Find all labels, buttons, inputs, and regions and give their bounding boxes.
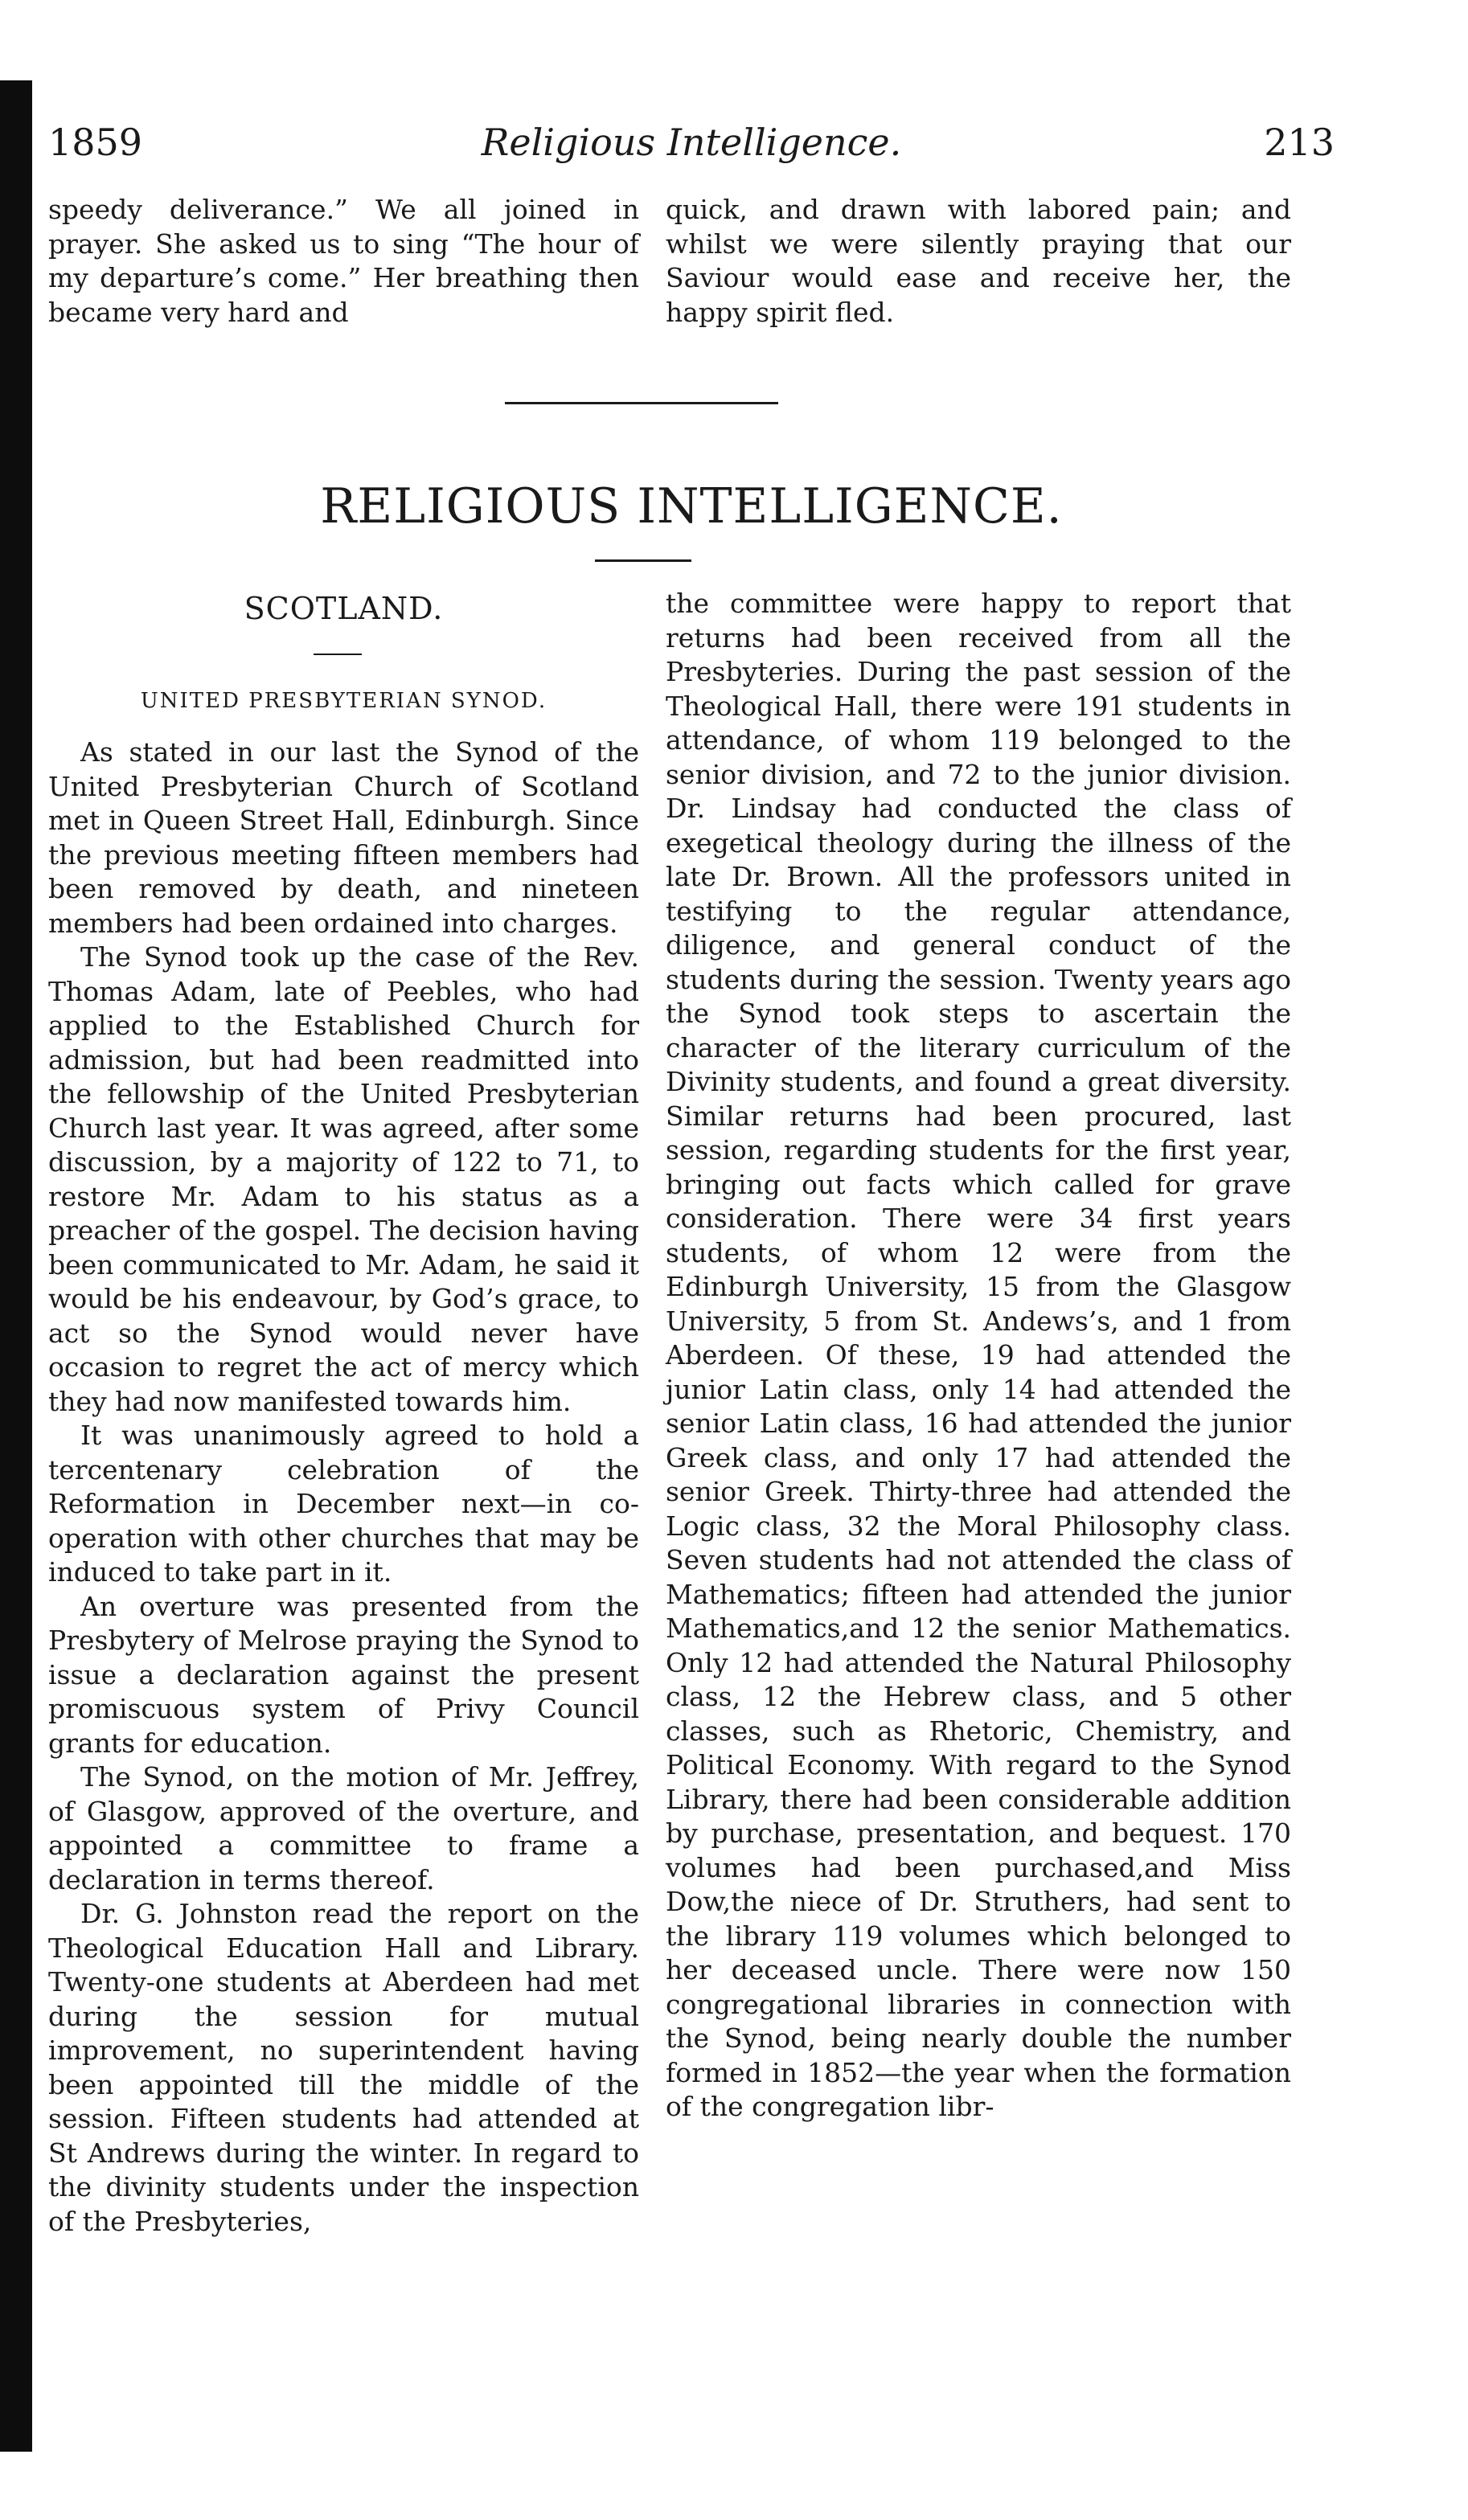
top-right-column xyxy=(666,193,1291,330)
left-paragraph: The Synod, on the motion of Mr. Jeffrey, of Glasgow, approved of the overture, and appointed a committee to frame a declaration in terms thereof. xyxy=(48,1761,639,1895)
left-paragraph: As stated in our last the Synod of the United Presbyterian Church of Scotland met in Queen Street Hall, Edinburgh. Since the previous meeting fifteen members had been removed by death, and nineteen members had been ordained into charges. xyxy=(48,736,639,939)
left-paragraph: The Synod took up the case of the Rev. Thomas Adam, late of Peebles, who had applied to the Established Church for admission, but had been readmitted into the fellowship of the United Presbyterian Church last year. It was agreed, after some discussion, by a majority of 122 to 71, to restore Mr. Adam to his status as a preacher of the gospel. The decision having been communicated to Mr. Adam, he said it would be his endeavour, by God’s grace, to act so the Synod would never have occasion to regret the act of mercy which they had now manifested towards him. xyxy=(48,941,639,1417)
title-underline-rule xyxy=(595,559,691,562)
top-right-paragraph: quick, and drawn with labored pain; and whilst we were silently praying that our Saviour would ease and receive her, the happy spirit fled. xyxy=(666,194,1291,328)
section-divider-rule xyxy=(505,402,778,404)
left-paragraph: Dr. G. Johnston read the report on the Theological Education Hall and Library. Twenty-one students at Aberdeen had met during the session for mutual improvement, no superintendent having been appointed till the middle of the session. Fifteen students had attended at St Andrews during the winter. In regard to the divinity students under the inspection of the Presbyteries, xyxy=(48,1898,639,2237)
top-left-column xyxy=(48,193,639,330)
right-paragraph: the committee were happy to report that returns had been received from all the Presbyteries. During the past session of the Theological Hall, there were 191 students in attendance, of whom 119 belonged to the senior division, and 72 to the junior division. Dr. Lindsay had conducted the class of exegetical theology during the illness of the late Dr. Brown. All the professors united in testifying to the regular attendance, diligence, and general conduct of the students during the session. Twenty years ago the Synod took steps to ascertain the character of the literary curriculum of the Divinity students, and found a great diversity. Similar returns had been procured, last session, regarding students for the first year, bringing out facts which called for grave consideration. There were 34 first years students, of whom 12 were from the Edinburgh University, 15 from the Glasgow University, 5 from St. Andews’s, and 1 from Aberdeen. Of these, 19 had attended the junior Latin class, only 14 had attended the senior Latin class, 16 had attended the junior Greek class, and only 17 had attended the senior Greek. Thirty-three had attended the Logic class, 32 the Moral Philosophy class. Seven students had not attended the class of Mathematics; fifteen had attended the junior Mathematics,and 12 the senior Mathematics. Only 12 had attended the Natural Philosophy class, 12 the Hebrew class, and 5 other classes, such as Rhetoric, Chemistry, and Political Economy. With regard to the Synod Library, there had been considerable addition by purchase, presentation, and bequest. 170 volumes had been purchased,and Miss Dow,the niece of Dr. Struthers, had sent to the library 119 volumes which belonged to her deceased uncle. There were now 150 congregational libraries in connection with the Synod, being nearly double the number formed in 1852—the year when the formation of the congregation libr- xyxy=(666,588,1291,2122)
region-heading: SCOTLAND. xyxy=(244,591,444,626)
synod-subheading: UNITED PRESBYTERIAN SYNOD. xyxy=(140,689,547,713)
page-header xyxy=(48,121,1335,169)
right-body-column xyxy=(666,587,1291,2125)
page-number: 213 xyxy=(1264,121,1335,164)
running-title: Religious Intelligence. xyxy=(481,121,902,164)
binding-edge xyxy=(0,80,32,2452)
header-year: 1859 xyxy=(48,121,143,164)
top-left-paragraph: speedy deliverance.” We all joined in prayer. She asked us to sing “The hour of my departure’s come.” Her breathing then became very hard and xyxy=(48,194,639,328)
left-paragraph: An overture was presented from the Presbytery of Melrose praying the Synod to issue a declaration against the present promiscuous system of Privy Council grants for education. xyxy=(48,1590,639,1759)
left-paragraph: It was unanimously agreed to hold a tercentenary celebration of the Reformation in December next—in co-operation with other churches that may be induced to take part in it. xyxy=(48,1420,639,1588)
region-underline-rule xyxy=(314,654,362,655)
section-title: RELIGIOUS INTELLIGENCE. xyxy=(320,478,1063,535)
left-body-column xyxy=(48,736,639,2239)
